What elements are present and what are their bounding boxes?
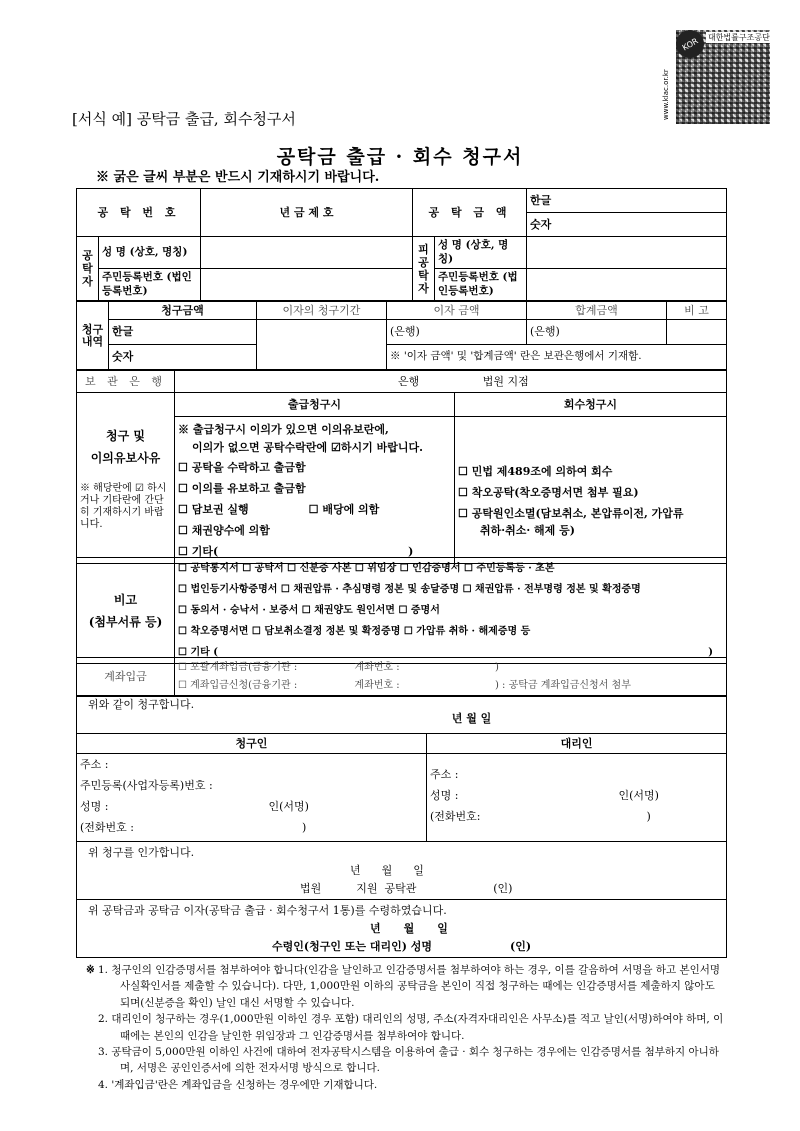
attachments-table	[76, 557, 727, 664]
claim-amount-header: 청구금액	[109, 302, 257, 320]
return-header: 회수청구시	[455, 393, 727, 417]
org-name: 대한법률구조공단	[708, 33, 770, 42]
agent-address[interactable]: 주소 :	[430, 768, 459, 781]
attach-line-4[interactable]: ☐ 착오증명서면 ☐ 담보취소결정 정본 및 확정증명 ☐ 가압류 취하 · 해제증명 등	[178, 626, 531, 637]
depositor-name-label: 성 명 (상호, 명칭)	[99, 237, 201, 269]
agent-header: 대리인	[427, 734, 727, 754]
depositee-rrn-label: 주민등록번호 (법인등록번호)	[435, 269, 527, 301]
agent-name[interactable]: 성명 :	[430, 789, 459, 802]
officer-line[interactable]: 법원 지원 공탁관 (인)	[300, 882, 513, 895]
form-label: [서식 예] 공탁금 출급, 회수청구서	[72, 110, 296, 128]
mistake-checkbox[interactable]: ☐ 착오공탁(착오증명서면 첨부 필요)	[458, 486, 639, 499]
footnote-star: ※	[86, 964, 95, 976]
cause-extinct-checkbox[interactable]: ☐ 공탁원인소멸(담보취소, 본압류이전, 가압류	[458, 507, 684, 520]
depositee-name-label: 성 명 (상호, 명칭)	[435, 237, 527, 269]
claim-digits-field[interactable]: 숫자	[109, 345, 257, 370]
deposit-info-table	[76, 188, 727, 301]
interest-bank-field[interactable]: (은행)	[387, 320, 527, 345]
agent-phone[interactable]: (전화번호:	[430, 810, 481, 823]
approval-date[interactable]: 년 월 일	[350, 864, 424, 877]
footnotes	[86, 962, 726, 1093]
claimant-phone-close: )	[302, 821, 307, 834]
attach-other-checkbox[interactable]: ☐ 기타 (	[178, 647, 218, 658]
approval-statement: 위 청구를 인가합니다.	[88, 846, 195, 859]
bulk-account-checkbox[interactable]: ☐ 포괄계좌입금(금융기관 : 계좌번호 : )	[178, 662, 499, 673]
attach-label-1: 비고	[113, 592, 138, 607]
bank-text: 은행	[398, 374, 420, 388]
deposit-no-field[interactable]: 년 금 제 호	[201, 189, 413, 237]
amount-korean-field[interactable]: 한글	[527, 189, 727, 213]
claim-korean-field[interactable]: 한글	[109, 320, 257, 345]
remarks-field[interactable]	[667, 320, 727, 345]
attach-other-close: )	[708, 647, 713, 658]
required-note: ※ 굵은 글씨 부분은 반드시 기재하시기 바랍니다.	[96, 170, 380, 185]
attach-line-3[interactable]: ☐ 동의서 · 승낙서 · 보증서 ☐ 채권양도 원인서면 ☐ 증명서	[178, 605, 440, 616]
withdrawal-header: 출급청구시	[175, 393, 455, 417]
interest-period-header: 이자의 청구기간	[257, 302, 387, 320]
claimant-header: 청구인	[77, 734, 427, 754]
depositee-name-field[interactable]	[527, 237, 727, 269]
claim-date[interactable]: 년 월 일	[451, 711, 492, 725]
custody-bank-field[interactable]	[175, 371, 727, 393]
other-withdrawal-checkbox[interactable]: ☐ 기타(	[178, 545, 219, 558]
account-request-checkbox[interactable]: ☐ 계좌입금신청(금융기관 : 계좌번호 : ) : 공탁금 계좌입금신청서 첨부	[178, 680, 631, 691]
agent-seal[interactable]: 인(서명)	[618, 789, 659, 802]
security-right-checkbox[interactable]: ☐ 담보권 실행	[178, 503, 249, 516]
accept-checkbox[interactable]: ☐ 공탁을 수락하고 출금함	[178, 461, 306, 474]
deposit-no-label: 공 탁 번 호	[77, 189, 201, 237]
claimant-phone[interactable]: (전화번호 :	[80, 821, 134, 834]
cause-extinct-cont: 취하·취소· 해제 등)	[480, 524, 575, 537]
reasons-table	[76, 392, 727, 564]
claimant-seal[interactable]: 인(서명)	[268, 800, 309, 813]
receipt-date[interactable]: 년 월 일	[370, 922, 448, 935]
page-title: 공탁금 출급 · 회수 청구서	[276, 146, 524, 168]
amount-digits-field[interactable]: 숫자	[527, 213, 727, 237]
claimant-name[interactable]: 성명 :	[80, 800, 109, 813]
attach-line-1[interactable]: ☐ 공탁통지서 ☐ 공탁서 ☐ 신분증 사본 ☐ 위임장 ☐ 인감증명서 ☐ 주민등록등 · 초본	[178, 563, 555, 574]
interest-period-field[interactable]	[257, 320, 387, 370]
agent-phone-close: )	[646, 810, 651, 823]
dividend-checkbox[interactable]: ☐ 배당에 의함	[308, 503, 380, 516]
depositee-rrn-field[interactable]	[527, 269, 727, 301]
civil-code-checkbox[interactable]: ☐ 민법 제489조에 의하여 회수	[458, 465, 613, 478]
footnote-2: 2. 대리인이 청구하는 경우(1,000만원 이하인 경우 포함) 대리인의 성명, 주소(자격자대리인은 사무소)를 적고 날인(서명)하여야 하며, 이 때에는 본인의 인감을 날인한 위임장과 그 인감증명서를 첨부하여야 합니다.	[98, 1013, 724, 1042]
recipient-label: 수령인(청구인 또는 대리인) 성명	[272, 940, 433, 953]
bank-note: ※ '이자 금액' 및 '합계금액' 란은 보관은행에서 기재함.	[387, 345, 727, 370]
org-url: www.klac.or.kr	[662, 69, 670, 120]
total-bank-field[interactable]: (은행)	[527, 320, 667, 345]
depositee-label: 피 공 탁 자	[413, 237, 435, 301]
total-amount-header: 합계금액	[527, 302, 667, 320]
signature-table	[76, 695, 727, 958]
footnote-1: 1. 청구인의 인감증명서를 첨부하여야 합니다(인감을 날인하고 인감증명서를 첨부하여야 하는 경우, 이를 갈음하여 서명을 하고 본인서명사실확인서를 제출할 수 있습니다). 다만, 1,000만원 이하의 공탁금을 본인이 직접 청구하는 때에는 인감증명서를 제출하지 않아도 되며(신분증을 확인) 날인 대신 서명할 수 있습니다.	[98, 964, 721, 1009]
depositor-label: 공 탁 자	[77, 237, 99, 301]
receipt-statement: 위 공탁금과 공탁금 이자(공탁금 출급 · 회수청구서 1통)를 수령하였습니다.	[88, 904, 447, 917]
depositor-name-field[interactable]	[201, 237, 413, 269]
assignment-checkbox[interactable]: ☐ 채권양수에 의함	[178, 524, 270, 537]
attach-line-2[interactable]: ☐ 법인등기사항증명서 ☐ 채권압류 · 추심명령 정본 및 송달증명 ☐ 채권압류 · 전부명령 정본 및 확정증명	[178, 584, 641, 595]
depositor-rrn-field[interactable]	[201, 269, 413, 301]
attach-label-2: (첨부서류 등)	[88, 614, 163, 629]
depositor-rrn-label: 주민등록번호 (법인등록번호)	[99, 269, 201, 301]
footnote-4: 4. '계좌입금'란은 계좌입금을 신청하는 경우에만 기재합니다.	[98, 1078, 378, 1091]
other-close: )	[408, 545, 414, 558]
reason-hint: ※ 해당란에 ☑ 하시거나 기타란에 간단히 기재하시기 바랍니다.	[80, 483, 167, 530]
account-table	[76, 657, 727, 697]
reason-label-2: 이의유보사유	[90, 451, 161, 465]
claimant-address[interactable]: 주소 :	[80, 758, 109, 771]
custody-bank-label: 보 관 은 행	[77, 371, 175, 393]
recipient-seal[interactable]: (인)	[510, 940, 532, 953]
deposit-amount-label: 공 탁 금 액	[413, 189, 527, 237]
court-text: 법원 지점	[482, 374, 529, 388]
remarks-header: 비 고	[667, 302, 727, 320]
org-logo: KOR	[671, 25, 709, 63]
reserve-objection-checkbox[interactable]: ☐ 이의를 유보하고 출금함	[178, 482, 306, 495]
claim-side-label: 청구 내역	[77, 302, 109, 370]
withdrawal-note-2: 이의가 없으면 공탁수락란에 ☑하시기 바랍니다.	[192, 441, 423, 454]
account-label: 계좌입금	[77, 658, 175, 697]
claimant-rrn[interactable]: 주민등록(사업자등록)번호 :	[80, 779, 213, 792]
withdrawal-note-1: ※ 출급청구시 이의가 있으면 이의유보란에,	[178, 423, 389, 436]
claim-table	[76, 301, 727, 370]
reason-label-1: 청구 및	[106, 429, 145, 443]
footnote-3: 3. 공탁금이 5,000만원 이하인 사건에 대하여 전자공탁시스템을 이용하여 출급 · 회수 청구하는 경우에는 인감증명서를 첨부하지 아니하며, 서명은 공인인증서에 의한 전자서명 방식으로 합니다.	[98, 1046, 719, 1075]
custody-bank-table	[76, 370, 727, 393]
interest-amount-header: 이자 금액	[387, 302, 527, 320]
claim-statement: 위와 같이 청구합니다.	[88, 698, 195, 711]
